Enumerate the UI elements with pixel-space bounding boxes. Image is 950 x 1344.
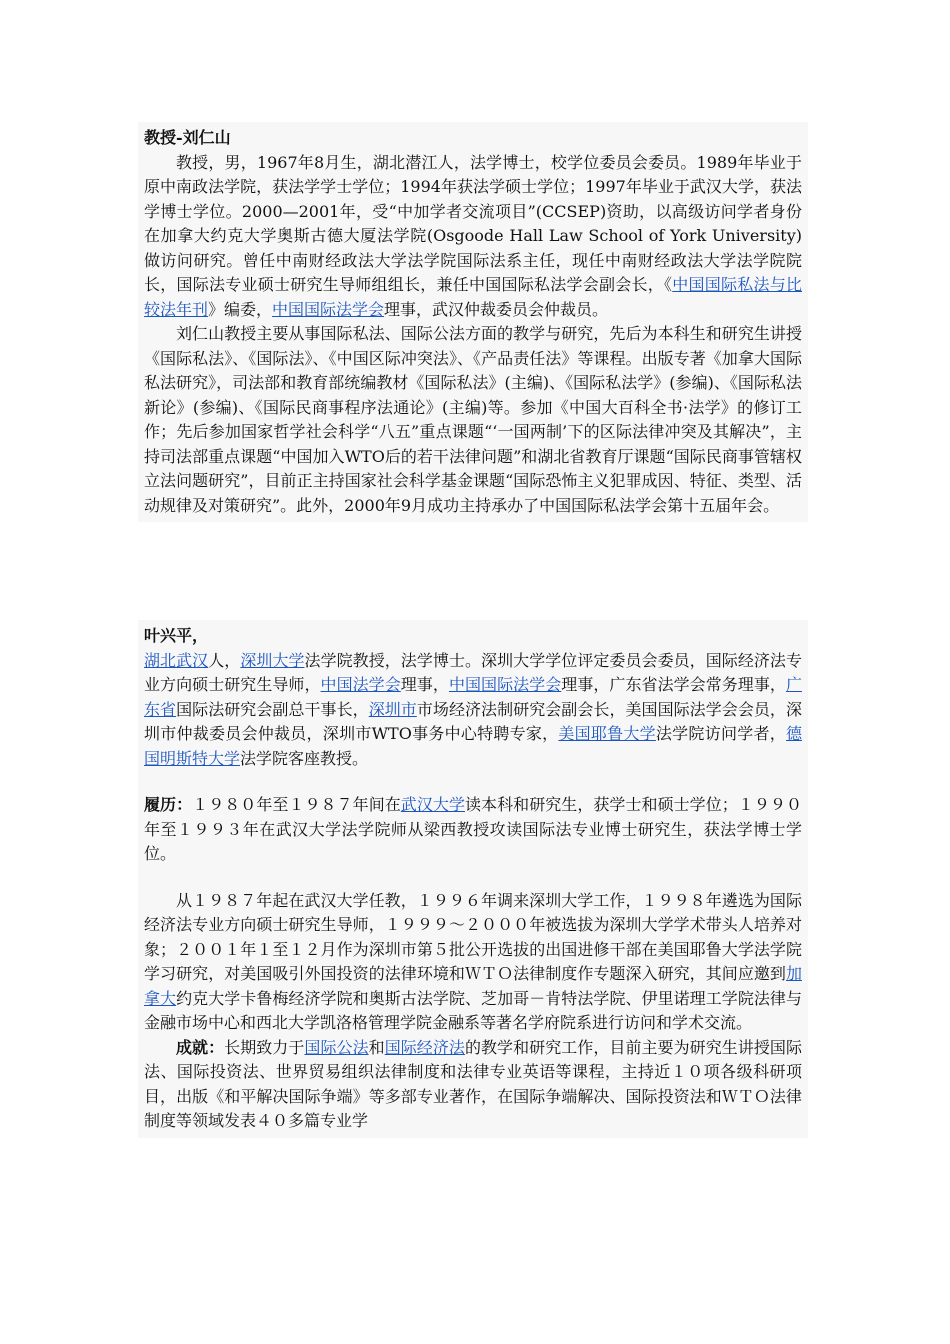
link-csil-2[interactable]: 中国国际法学会 [448,675,562,694]
liu-paragraph-2: 刘仁山教授主要从事国际私法、国际公法方面的教学与研究，先后为本科生和研究生讲授《国际私法》、《国际法》、《中国区际冲突法》、《产品责任法》等课程。出版专著《加拿大国际私法研究》，司法部和教育部统编教材《国际私法》(主编)、《国际私法学》(参编)、《国际私法新论》(参编)、《国际民商事程序法通论》(主编)等。参加《中国大百科全书·法学》的修订工作；先后参加国家哲学社会科学“八五”重点课题“‘一国两制’下的区际法律冲突及其解决”，主持司法部重点课题“中国加入WTO后的若干法律问题”和湖北省教育厅课题“国际民商事管辖权立法问题研究”，目前正主持国家社会科学基金课题“国际恐怖主义犯罪成因、特征、类型、活动规律及对策研究”。此外，2000年9月成功主持承办了中国国际私法学会第十五届年会。 [144,324,802,515]
ye-intro [144,649,802,772]
ye-career [144,889,802,1036]
liu-paragraph-1 [144,151,802,323]
spacer [144,771,802,793]
liu-p1-text-a: 教授，男，1967年8月生，湖北潜江人，法学博士，校学位委员会委员。1989年毕业于原中南政法学院，获法学学士学位；1994年获法学硕士学位；1997年毕业于武汉大学，获法学博士学位。2000—2001年，受“中加学者交流项目”(CCSEP)资助，以高级访问学者身份在加拿大约克大学奥斯古德大厦法学院(Osgoode Hall Law School of York University)做访问研究。曾任中南财经政法大学法学院国际法系主任，现任中南财经政法大学法学院院长，国际法专业硕士研究生导师组组长，兼任中国国际私法学会副会长，《 [144,152,802,294]
link-china-law-society[interactable]: 中国法学会 [320,675,401,694]
ye-text-4: 理事，广东省法学会常务理事， [561,675,786,694]
ye-title: 叶兴平， [144,626,209,645]
achievements-label: 成就： [176,1037,225,1057]
resume-label: 履历： [144,795,193,814]
link-yale[interactable]: 美国耶鲁大学 [558,724,656,743]
link-international-economic-law[interactable]: 国际经济法 [384,1037,465,1057]
liu-p1-text-c: 理事，武汉仲裁委员会仲裁员。 [384,299,609,319]
ye-text-6: 市场经济法制研究会副会长，美国国际法学会会员，深圳市仲裁委员会仲裁员，深圳市WTO事务中心特聘专家， [144,699,802,743]
link-hubei-wuhan[interactable]: 湖北武汉 [144,650,209,670]
ye-section [138,620,808,1138]
link-shenzhen-city[interactable]: 深圳市 [368,699,417,719]
liu-p1-text-b: 》编委， [208,299,273,319]
career-text-b: 约克大学卡鲁梅经济学院和奥斯古法学院、芝加哥－肯特法学院、伊里诺理工学院法律与金融市场中心和西北大学凯洛格管理学院金融系等著名学府院系进行访问和学术交流。 [144,988,802,1032]
ye-text-7: 法学院访问学者， [655,724,786,743]
ye-text-1: 人， [208,650,241,670]
link-public-international-law[interactable]: 国际公法 [304,1037,369,1057]
liu-section [138,122,808,522]
link-guangdong[interactable]: 广东省 [144,675,802,719]
ye-text-5: 国际法研究会副总干事长， [176,699,369,719]
ye-text-2: 法学院教授，法学博士。深圳大学学位评定委员会委员，国际经济法专业方向硕士研究生导师， [144,650,802,694]
link-csil-1[interactable]: 中国国际法学会 [272,299,385,319]
link-shenzhen-university[interactable]: 深圳大学 [240,650,305,670]
resume-text-a: １９８０年至１９８７年间在 [192,795,401,814]
liu-title: 教授-刘仁山 [144,128,231,147]
link-yearbook[interactable]: 中国国际私法与比较法年刊 [144,275,802,319]
ye-text-3: 理事， [400,675,449,694]
link-canada[interactable]: 加拿大 [144,964,802,1008]
ach-text-a: 长期致力于 [224,1037,305,1057]
link-wuhan-university[interactable]: 武汉大学 [400,795,465,814]
spacer [144,867,802,889]
career-text-a: 从１９８７年起在武汉大学任教，１９９６年调来深圳大学工作，１９９８年遴选为国际经济法专业方向硕士研究生导师，１９９９～２０００年被选拔为深圳大学学术带头人培养对象；２００１年１至１２月作为深圳市第５批公开选拔的出国进修干部在美国耶鲁大学法学院学习研究，对美国吸引外国投资的法律环境和ＷＴＯ法律制度作专题深入研究，其间应邀到 [144,890,802,983]
ye-resume [144,793,802,867]
ach-text-c: 的教学和研究工作，目前主要为研究生讲授国际法、国际投资法、世界贸易组织法律制度和法律专业英语等课程，主持近１０项各级科研项目，出版《和平解决国际争端》等多部专业著作，在国际争端解决、国际投资法和ＷＴＯ法律制度等领域发表４０多篇专业学 [144,1037,802,1130]
ye-achievements [144,1036,802,1134]
ach-text-b: 和 [368,1037,385,1057]
ye-text-8: 法学院客座教授。 [240,748,369,768]
resume-text-b: 读本科和研究生，获学士和硕士学位；１９９０年至１９９３年在武汉大学法学院师从梁西教授攻读国际法专业博士研究生，获法学博士学位。 [144,795,802,863]
link-munster[interactable]: 德国明斯特大学 [144,724,802,768]
